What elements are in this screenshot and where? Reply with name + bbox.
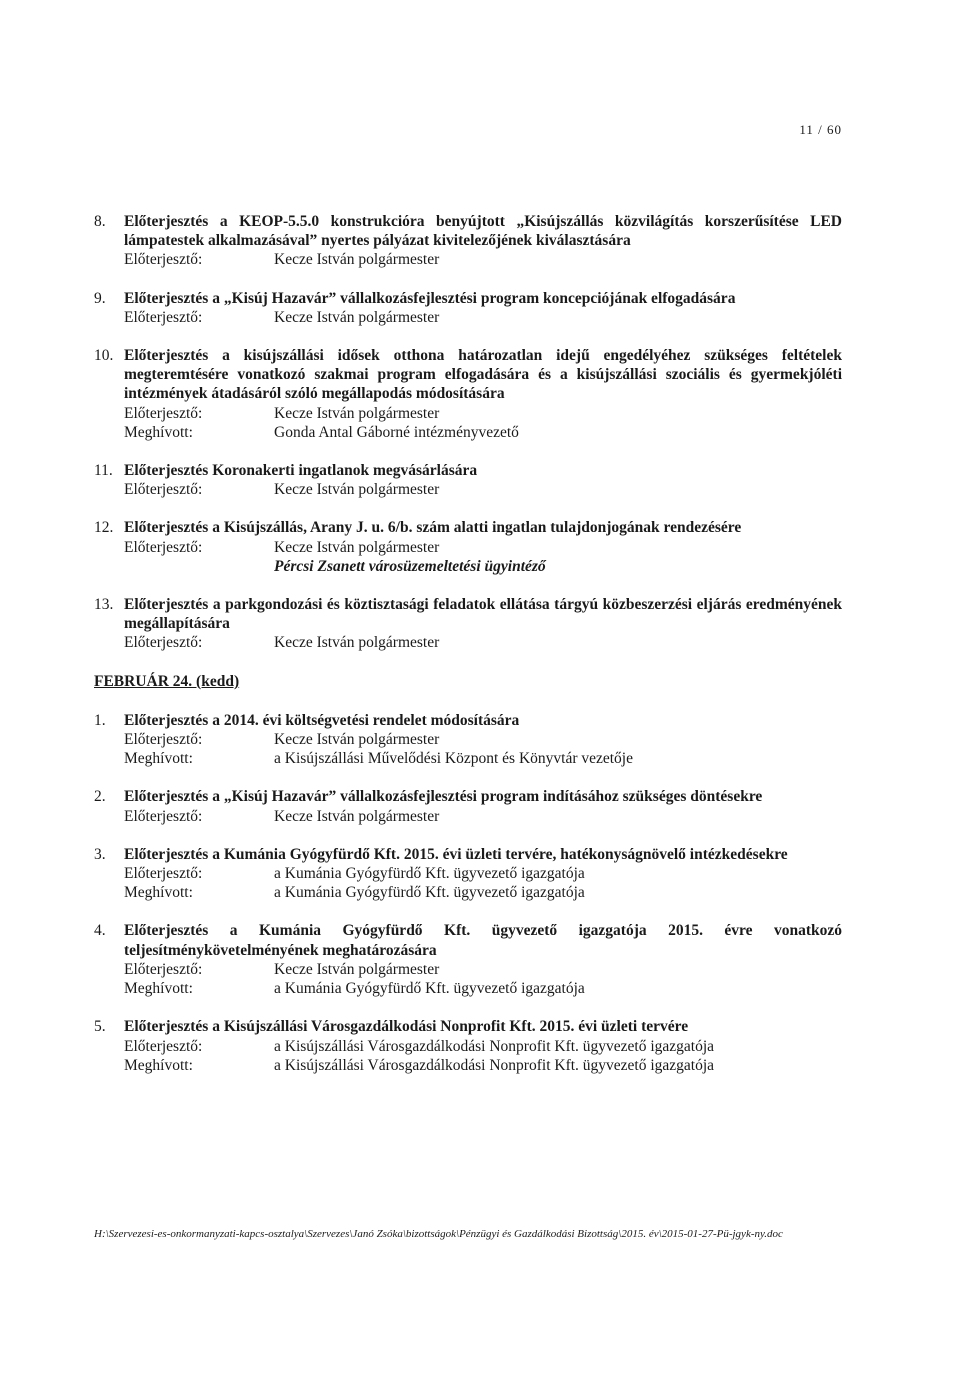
agenda-item-row [124,749,842,768]
row-value: Kecze István polgármester [274,481,440,499]
agenda-item [94,921,842,998]
agenda-item [94,461,842,499]
agenda-item [94,289,842,327]
agenda-content [94,212,842,1094]
row-value: Gonda Antal Gáborné intézményvezető [274,423,519,441]
row-label: Előterjesztő: [124,404,203,422]
agenda-item-number: 8. [94,213,106,230]
agenda-item-number: 4. [94,922,106,940]
agenda-item-number: 5. [94,1018,106,1036]
row-value: a Kisújszállási Művelődési Központ és Könyvtár vezetője [274,750,633,768]
agenda-item-row [124,960,842,979]
section-heading-date: FEBRUÁR 24. (kedd) [94,672,240,690]
agenda-item-number: 1. [94,711,106,729]
agenda-list-february [94,711,842,1075]
agenda-item-row [124,404,842,423]
row-label: Előterjesztő: [124,807,203,825]
row-label: Előterjesztő: [124,865,203,883]
agenda-item-number: 9. [94,289,106,307]
row-value: a Kisújszállási Városgazdálkodási Nonprofit Kft. ügyvezető igazgatója [274,1037,715,1055]
agenda-item-number: 11. [94,462,113,480]
agenda-item-note: Pércsi Zsanett városüzemeltetési ügyintéző [274,557,546,575]
agenda-item-row [124,730,842,749]
footer-file-path: H:\Szervezesi-es-onkormanyzati-kapcs-osztalya\Szervezes\Janó Zsóka\bizottságok\Pénzügyi és Gazdálkodási Bizottság\2015. év\2015-01-27-Pü-jgyk-ny.doc [94,1228,783,1240]
agenda-item-title: Előterjesztés a parkgondozási és köztisztasági feladatok ellátása tárgyú közbeszerzési eljárás eredményének megállapítására [124,596,842,633]
row-value: Kecze István polgármester [274,538,440,556]
row-value: Kecze István polgármester [274,634,440,652]
agenda-item-title: Előterjesztés a 2014. évi költségvetési rendelet módosítására [124,711,520,729]
agenda-item-row [124,883,842,902]
row-label: Előterjesztő: [124,251,203,269]
agenda-item-number: 10. [94,347,114,365]
row-label: Előterjesztő: [124,538,203,556]
page-number: 11 / 60 [799,122,842,137]
row-label: Meghívott: [124,1056,193,1074]
row-label: Előterjesztő: [124,308,203,326]
agenda-item [94,1017,842,1075]
row-label: Előterjesztő: [124,634,203,652]
agenda-item-number: 3. [94,845,106,863]
agenda-item-row [124,480,842,499]
agenda-item-row [124,1037,842,1056]
row-label: Előterjesztő: [124,960,203,978]
agenda-item-title: Előterjesztés a „Kisúj Hazavár” vállalkozásfejlesztési program indításához szükséges döntésekre [124,788,763,806]
row-value: a Kisújszállási Városgazdálkodási Nonprofit Kft. ügyvezető igazgatója [274,1056,715,1074]
row-value: Kecze István polgármester [274,960,440,978]
row-value: Kecze István polgármester [274,404,440,422]
agenda-item-number: 2. [94,788,106,806]
agenda-item [94,595,842,653]
row-value: Kecze István polgármester [274,308,440,326]
agenda-item-row [124,538,842,557]
row-value: a Kumánia Gyógyfürdő Kft. ügyvezető igazgatója [274,980,585,998]
row-label: Előterjesztő: [124,731,203,749]
row-value: Kecze István polgármester [274,731,440,749]
row-label: Előterjesztő: [124,481,203,499]
agenda-item [94,711,842,769]
agenda-item [94,346,842,442]
agenda-item-title: Előterjesztés a KEOP-5.5.0 konstrukcióra benyújtott „Kisújszállás közvilágítás korszerűsítése LED lámpatestek alkalmazásával” nyertes pályázat kivitelezőjének kiválasztására [124,213,842,250]
agenda-item-row [124,807,842,826]
agenda-item-row [124,633,842,652]
agenda-item-title: Előterjesztés a kisújszállási idősek otthona határozatlan idejű engedélyéhez szükséges feltételek megteremtésére vonatkozó szakmai program elfogadására és a kisújszállási szociális és gyermekjóléti intézmények átadásáról szóló megállapodás módosítására [124,347,842,403]
agenda-item-row [124,423,842,442]
agenda-item-title: Előterjesztés a Kumánia Gyógyfürdő Kft. ügyvezető igazgatója 2015. évre vonatkozó teljesítménykövetelményének meghatározására [124,922,842,959]
row-label: Meghívott: [124,980,193,998]
agenda-item-row [124,864,842,883]
row-label: Meghívott: [124,750,193,768]
agenda-item [94,518,842,576]
agenda-item-title: Előterjesztés a Kisújszállási Városgazdálkodási Nonprofit Kft. 2015. évi üzleti tervére [124,1018,689,1036]
agenda-item [94,787,842,825]
row-value: a Kumánia Gyógyfürdő Kft. ügyvezető igazgatója [274,884,585,902]
row-label: Meghívott: [124,423,193,441]
agenda-item-row [124,250,842,269]
agenda-item-number: 12. [94,519,114,537]
agenda-item [94,212,842,270]
agenda-item-title: Előterjesztés a „Kisúj Hazavár” vállalkozásfejlesztési program koncepciójának elfogadására [124,289,736,307]
row-value: a Kumánia Gyógyfürdő Kft. ügyvezető igazgatója [274,865,585,883]
row-label: Meghívott: [124,884,193,902]
agenda-item-row [124,308,842,327]
agenda-item-row [124,979,842,998]
row-value: Kecze István polgármester [274,807,440,825]
agenda-item [94,845,842,903]
agenda-list-january [94,212,842,653]
agenda-item-number: 13. [94,596,114,614]
agenda-item-title: Előterjesztés a Kisújszállás, Arany J. u. 6/b. szám alatti ingatlan tulajdonjogának rendezésére [124,519,742,537]
agenda-item-row [124,1056,842,1075]
row-label: Előterjesztő: [124,1037,203,1055]
row-value: Kecze István polgármester [274,251,440,269]
agenda-item-title: Előterjesztés Koronakerti ingatlanok megvásárlására [124,462,478,480]
agenda-item-title: Előterjesztés a Kumánia Gyógyfürdő Kft. 2015. évi üzleti tervére, hatékonyságnövelő intézkedésekre [124,845,788,863]
